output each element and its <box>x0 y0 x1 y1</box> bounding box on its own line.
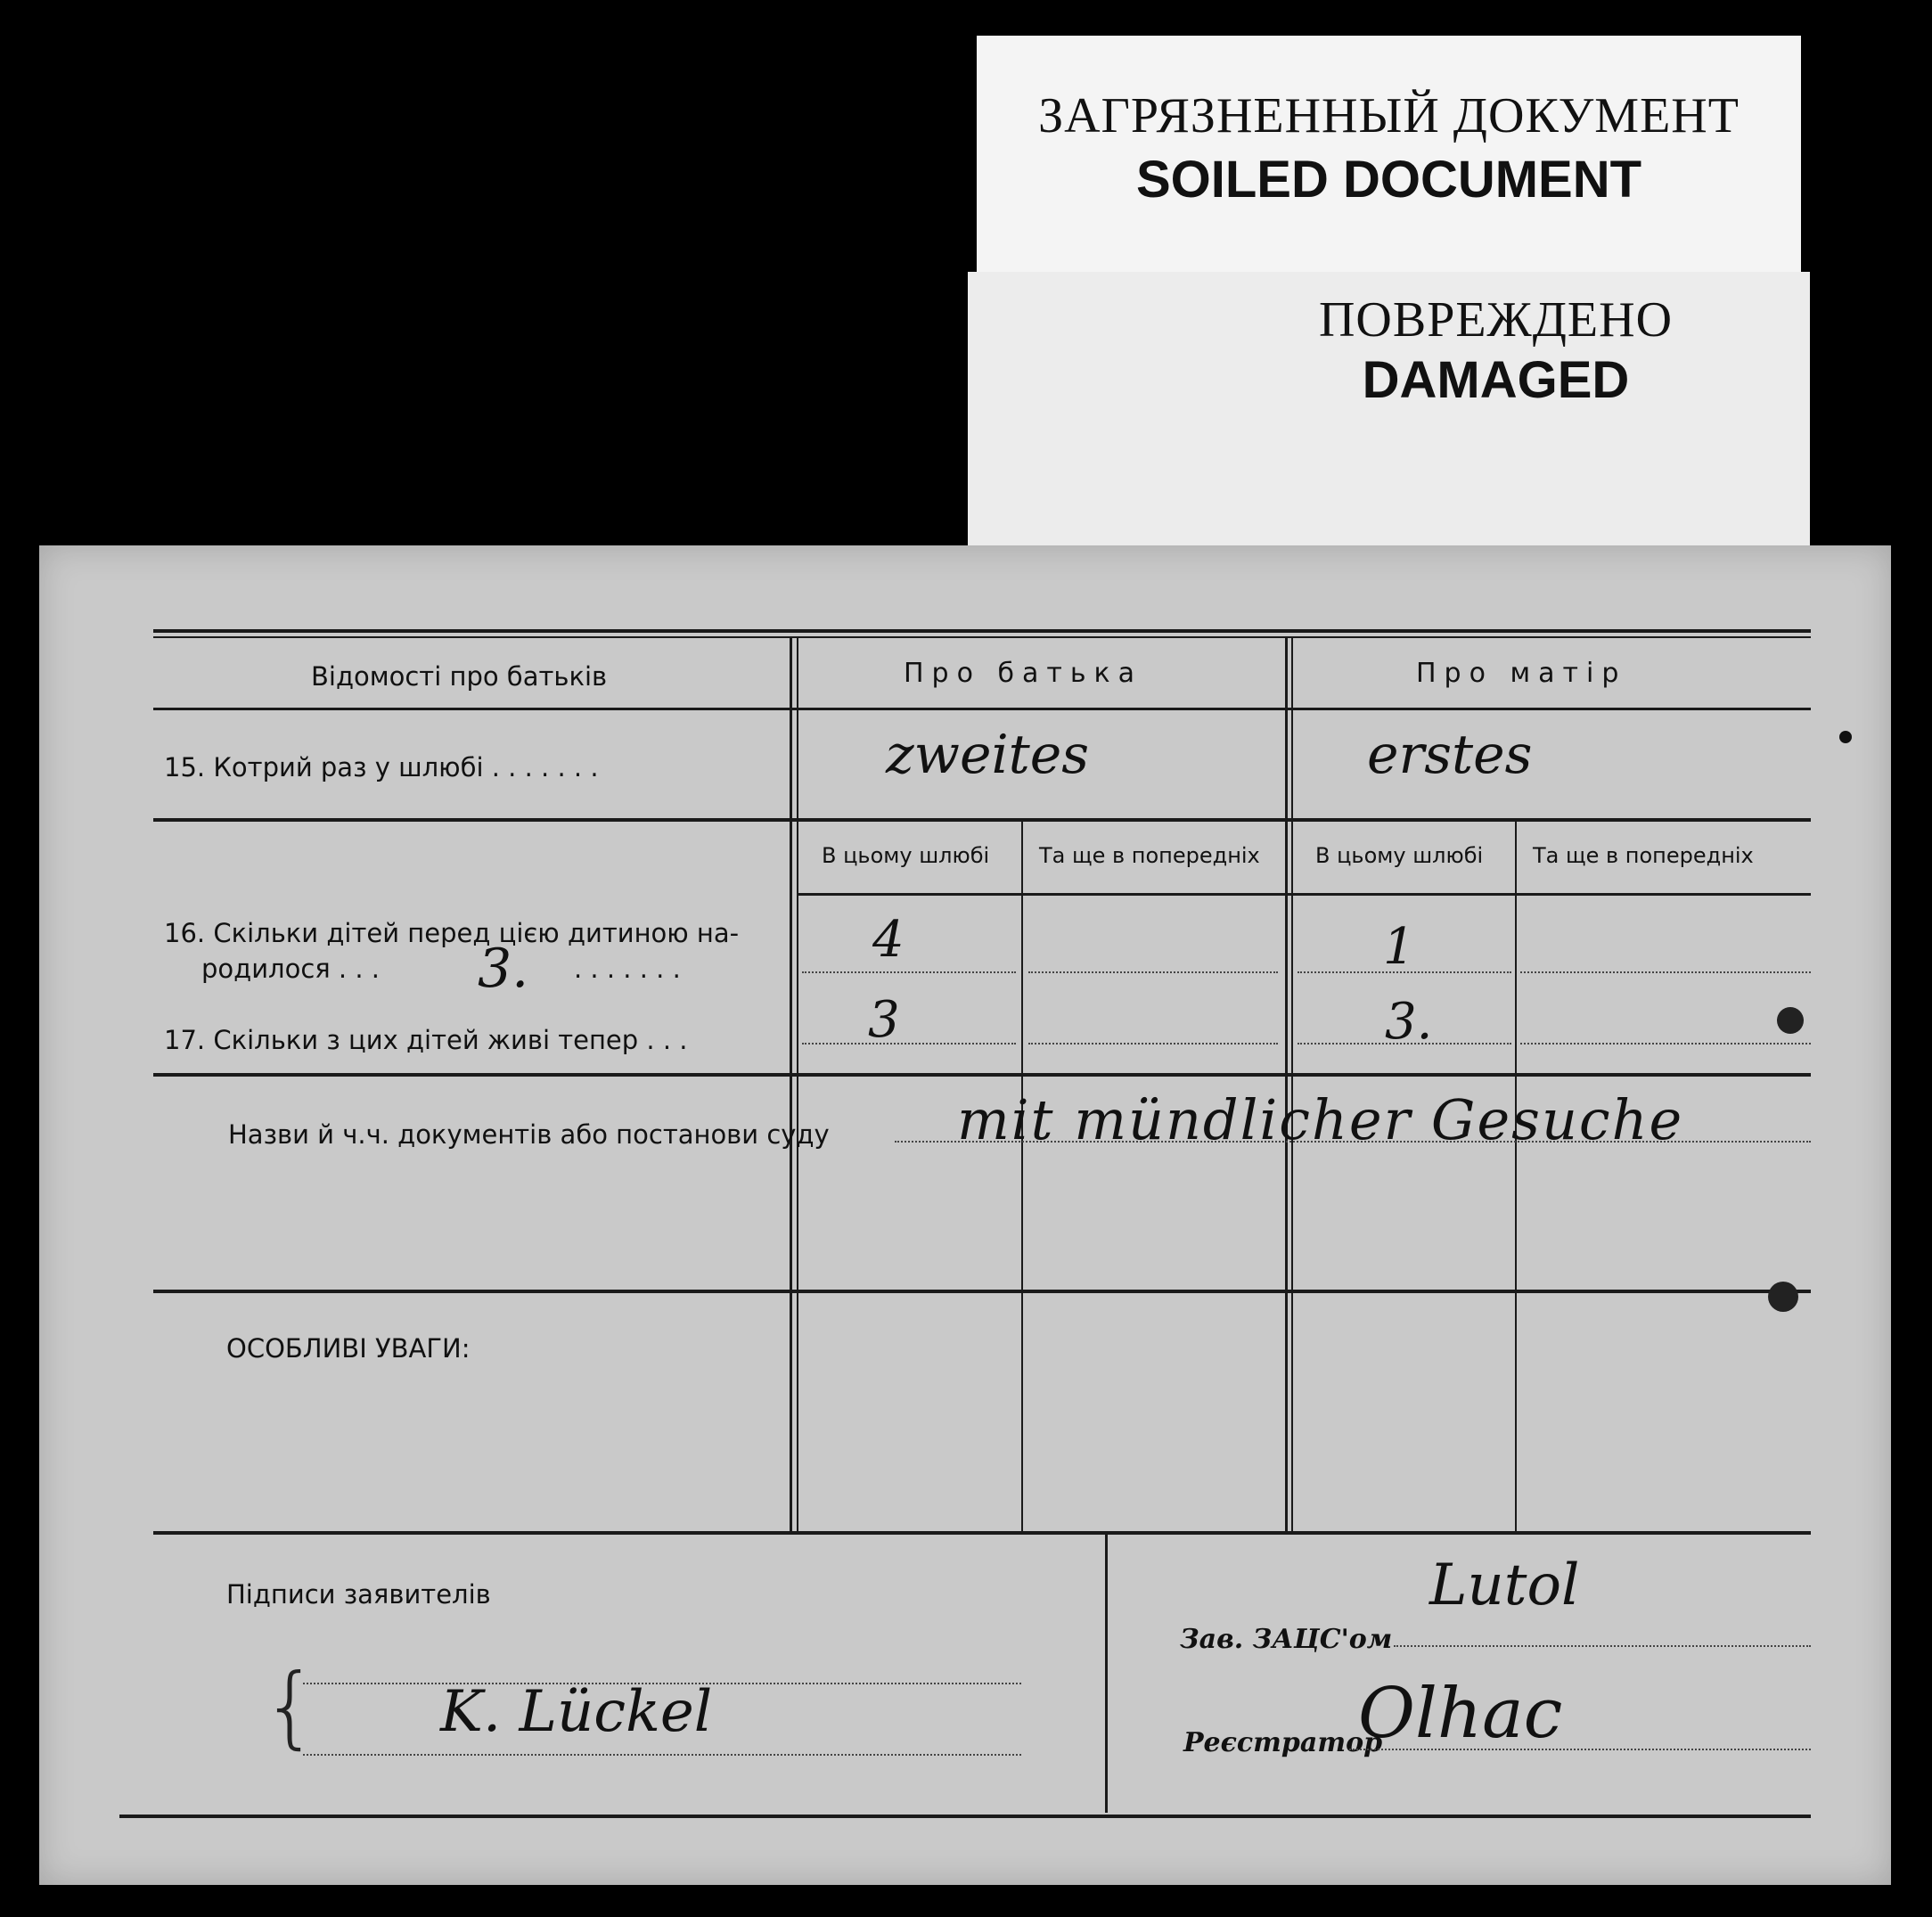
row15-father-value: zweites <box>886 724 1090 786</box>
rule-table-bottom <box>153 1073 1811 1077</box>
header-section: Відомості про батьків <box>311 661 608 692</box>
damaged-label-en: DAMAGED <box>1362 351 1630 409</box>
col-divider-father-sub <box>1021 822 1023 1531</box>
header-father: Про батька <box>904 658 1143 689</box>
col-divider-mother-sub <box>1515 822 1517 1531</box>
remarks-label: ОСОБЛИВІ УВАГИ: <box>226 1333 471 1364</box>
row17-father-this: 3 <box>868 991 900 1049</box>
dots-row17-f2 <box>1028 1043 1278 1045</box>
rule-bottom <box>119 1815 1811 1818</box>
row16-label-dots: . . . . . . . <box>574 954 681 984</box>
punch-hole <box>1768 1282 1798 1312</box>
dots-row17-m1 <box>1298 1043 1511 1045</box>
row16-label-line2: родилося . . . <box>201 954 381 984</box>
soiled-document-label <box>977 36 1801 281</box>
col-divider-1b <box>797 636 798 1531</box>
dots-row16-f1 <box>802 971 1016 973</box>
subheader-mother-this: В цьому шлюбі <box>1315 843 1484 868</box>
punch-hole <box>1839 731 1852 743</box>
row16-label-line1: 16. Скільки дітей перед цією дитиною на- <box>164 918 740 948</box>
head-label: Зав. ЗАЦС'ом <box>1180 1624 1393 1655</box>
soiled-label-en: SOILED DOCUMENT <box>1135 151 1642 209</box>
header-mother: Про матір <box>1416 658 1627 689</box>
subheader-father-prev: Та ще в попередніх <box>1039 843 1260 868</box>
row17-mother-this: 3. <box>1385 993 1433 1051</box>
row16-handwritten-total: 3. <box>478 938 529 1000</box>
col-divider-1a <box>790 636 792 1531</box>
registrar-signature: Olhac <box>1358 1674 1563 1754</box>
subheader-mother-prev: Та ще в попередніх <box>1533 843 1754 868</box>
row17-label: 17. Скільки з цих дітей живі тепер . . . <box>164 1025 688 1055</box>
documents-label: Назви й ч.ч. документів або постанови суду <box>228 1119 830 1150</box>
rule-row15-bottom <box>153 818 1811 822</box>
dots-row16-f2 <box>1028 971 1278 973</box>
row15-mother-value: erstes <box>1367 724 1533 786</box>
rule-remarks-bottom <box>153 1531 1811 1535</box>
rule-top <box>153 629 1811 633</box>
form-sheet <box>39 545 1891 1885</box>
damaged-label <box>968 272 1810 550</box>
row16-father-this: 4 <box>872 911 905 969</box>
dots-row16-m2 <box>1520 971 1811 973</box>
rule-header-bottom <box>153 708 1811 710</box>
row15-label: 15. Котрий раз у шлюбі . . . . . . . <box>164 752 599 782</box>
dots-row17-m2 <box>1520 1043 1811 1045</box>
applicant-signature: K. Lückel <box>440 1679 713 1745</box>
applicants-brace: { <box>262 1654 319 1758</box>
head-line <box>1394 1645 1811 1647</box>
rule-subheader-bottom <box>798 893 1811 896</box>
subheader-father-this: В цьому шлюбі <box>822 843 990 868</box>
soiled-label-ru: ЗАГРЯЗНЕННЫЙ ДОКУМЕНТ <box>1038 88 1740 143</box>
applicant-line-2 <box>303 1754 1021 1756</box>
signatures-divider <box>1105 1535 1108 1813</box>
rule-top-thin <box>153 636 1811 638</box>
dots-row17-f1 <box>802 1043 1016 1045</box>
documents-value: mit mündlicher Gesuche <box>957 1087 1684 1152</box>
dots-row16-m1 <box>1298 971 1511 973</box>
damaged-label-ru: ПОВРЕЖДЕНО <box>1318 292 1674 348</box>
applicants-label: Підписи заявителів <box>226 1579 491 1610</box>
registrar-label: Реєстратор <box>1183 1727 1383 1758</box>
rule-documents-bottom <box>153 1290 1811 1293</box>
col-divider-2b <box>1291 636 1293 1531</box>
punch-hole <box>1777 1007 1804 1034</box>
col-divider-2a <box>1285 636 1288 1531</box>
row16-mother-this: 1 <box>1383 918 1415 976</box>
head-signature: Lutol <box>1429 1552 1580 1618</box>
